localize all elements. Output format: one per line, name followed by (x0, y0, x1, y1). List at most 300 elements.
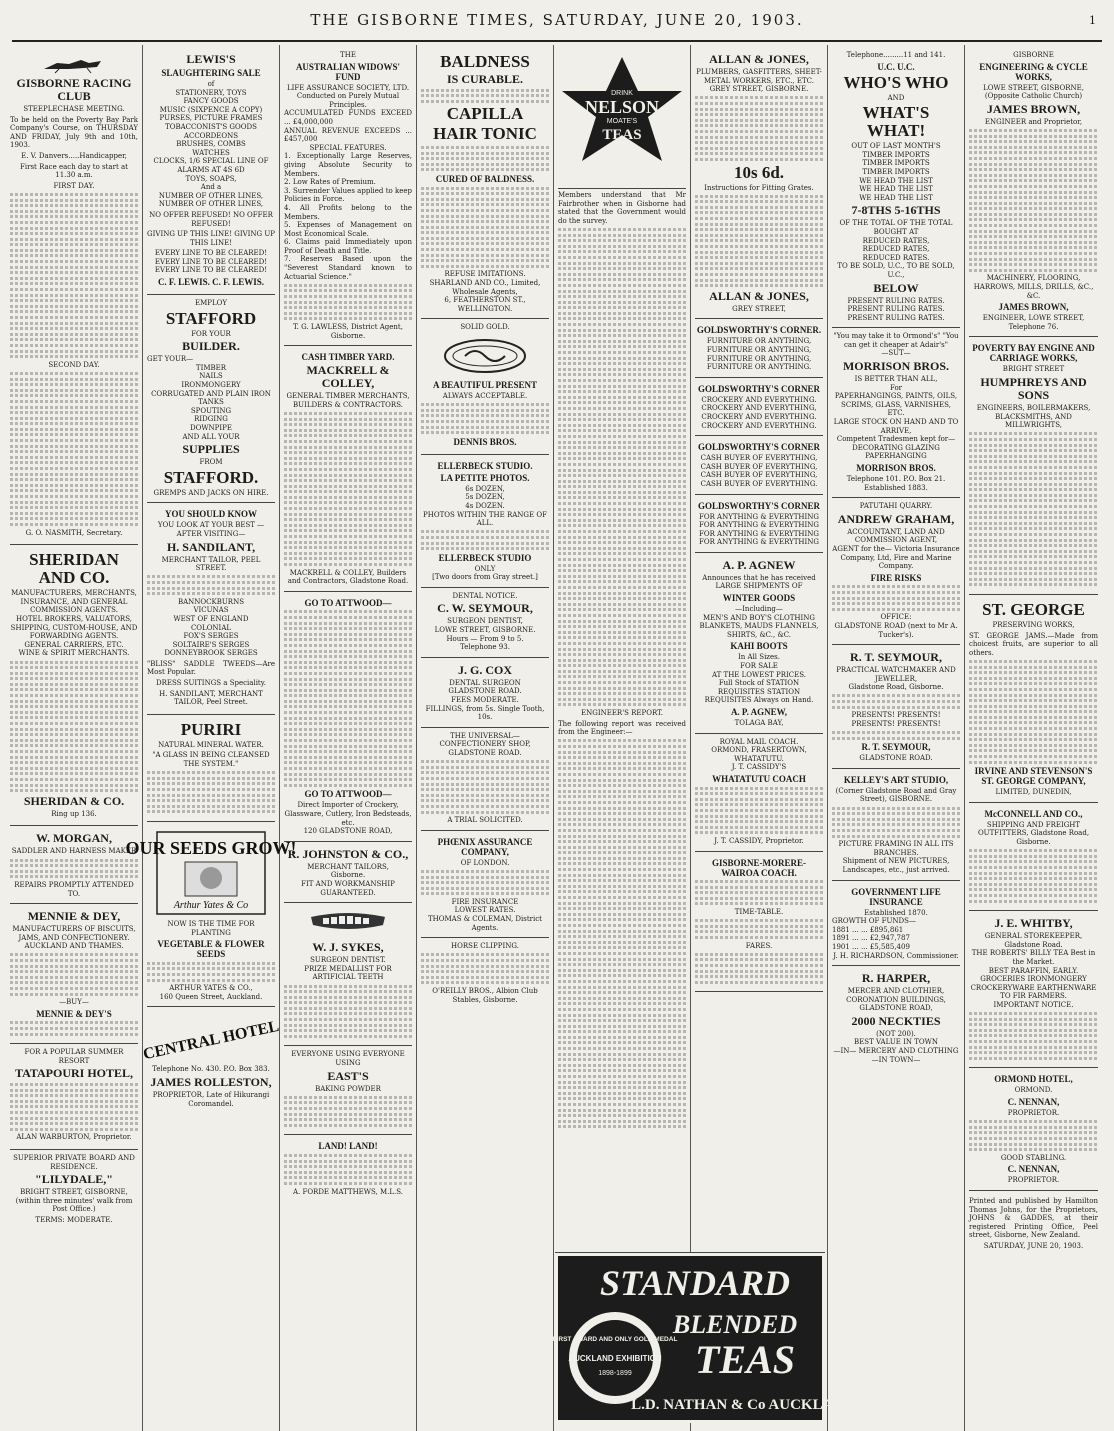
goldsworthy-ad-1 (695, 319, 823, 377)
ormond-sub: ORMOND. (1014, 1086, 1053, 1095)
agnew-title: A. P. AGNEW (722, 557, 796, 572)
rt-seymour-sub: PRACTICAL WATCHMAKER AND JEWELLER, (836, 666, 956, 683)
morrison-sut: —SUT— (881, 349, 911, 358)
morgan-ad (10, 826, 138, 904)
column-5 (554, 45, 691, 1431)
poverty-title: POVERTY BAY ENGINE AND CARRIAGE WORKS, (972, 343, 1095, 364)
nennan-title-2: C. NENNAN, (1007, 1164, 1060, 1175)
sandilant-know: YOU SHOULD KNOW (164, 509, 257, 520)
ellerbeck-only: ONLY (474, 564, 496, 573)
phoenix-lowest: LOWEST RATES. (454, 906, 516, 915)
tatapouri-sub: FOR A POPULAR SUMMER RESORT (24, 1048, 124, 1065)
land-title: LAND! LAND! (318, 1141, 378, 1152)
goldsworthy-title-3: GOLDSWORTHY'S CORNER (698, 442, 820, 453)
agnew-kahi-sub: In All Sizes. (738, 653, 780, 662)
widows-title: AUSTRALIAN WIDOWS' FUND (295, 61, 401, 82)
brown-lowe: LOWE STREET, GISBORNE, (Opposite Catholic Church) (983, 83, 1084, 101)
column-7 (828, 45, 965, 1431)
reduced-2: REDUCED RATES. (862, 253, 930, 262)
rolleston-title: JAMES ROLLESTON, (150, 1074, 272, 1089)
govt-life-ad (832, 881, 960, 967)
ruling-2: PRESENT RULING RATES. (847, 313, 945, 322)
east-top: EVERYONE USING EVERYONE USING (291, 1050, 405, 1068)
seymour-sub: SURGEON DENTIST, (447, 617, 523, 626)
puriri-sub: NATURAL MINERAL WATER. (158, 740, 264, 749)
agnew-kahi: KAHI BOOTS (730, 641, 788, 652)
nelson-line-1: DRINK (611, 90, 633, 97)
sheridan-sig: SHERIDAN & CO. (23, 793, 125, 808)
confect-trial: A TRIAL SOLICITED. (447, 816, 523, 825)
whos-fractions: 7-8THS 5-16THS (851, 203, 941, 218)
agnew-items: MEN'S AND BOY'S CLOTHING BLANKETS, MAUDS FLANNELS, SHIRTS, &C., &C. (699, 613, 819, 639)
reduced-0: REDUCED RATES, (862, 236, 930, 245)
brown-eng: ENGINEERING & CYCLE WORKS, (979, 61, 1088, 82)
capilla-cured: CURED OF BALDNESS. (435, 173, 535, 184)
racing-club-ad (10, 47, 138, 545)
lewis-of: of (207, 80, 215, 88)
attwood-head-2: GO TO ATTWOOD— (304, 789, 392, 800)
lewis-item-8: CLOCKS, 1/6 SPECIAL LINE OF ALARMS AT 4S 6D (153, 157, 269, 174)
lewis-and-a: And a (200, 183, 222, 192)
morrison-stock: LARGE STOCK ON HAND AND TO ARRIVE, (833, 418, 959, 435)
govt-sub: Established 1870. (864, 908, 928, 917)
mennie-buy: —BUY— (59, 998, 89, 1007)
graham-office-addr: GLADSTONE ROAD (next to Mr A. Tucker's). (834, 621, 958, 639)
whos-uc: U.C. U.C. (877, 61, 915, 72)
stafford-supplies: SUPPLIES (182, 442, 240, 457)
ellerbeck-range: PHOTOS WITHIN THE RANGE OF ALL. (423, 510, 547, 528)
mennie-ad (10, 904, 138, 1044)
dennis-title: DENNIS BROS. (453, 436, 517, 447)
anything-2: FOR ANYTHING & EVERYTHING (698, 529, 820, 538)
sandilant-sub: MERCHANT TAILOR, PEEL STREET. (161, 555, 261, 573)
confect-addr: GLADSTONE ROAD. (448, 749, 522, 757)
sheridan-ad (10, 545, 138, 826)
tatapouri-title: TATAPOURI HOTEL, (14, 1066, 133, 1081)
widows-feature-2: 3. Surrender Values applied to keep Policies in Force. (284, 186, 412, 204)
harper-neckties: 2000 NECKTIES (851, 1013, 941, 1028)
stgeorge-title: ST. GEORGE (982, 599, 1085, 619)
sykes-title: W. J. SYKES, (312, 940, 384, 955)
engineer-text: The following report was received from the Engineer:— (558, 719, 686, 737)
sandilant-title: H. SANDILANT, (166, 539, 256, 554)
secretary: G. O. NASMITH, Secretary. (25, 528, 123, 537)
column-2 (125, 45, 297, 1431)
standard-exhib: AUCKLAND EXHIBITION (568, 1354, 662, 1363)
capilla-sharland-addr: 6, FEATHERSTON ST., WELLINGTON. (444, 296, 526, 313)
coach-cassidy: J. T. CASSIDY, Proprietor. (714, 836, 804, 845)
stafford-material-1: NAILS (199, 372, 223, 381)
capilla-sharland: SHARLAND AND CO., Limited, Wholesale Agents, (429, 279, 541, 296)
council-report: Members understand that Mr Fairbrother when in Gisborne had stated that the Government would do the survey. (558, 191, 686, 225)
rt-seymour-title: R. T. SEYMOUR, (850, 650, 942, 665)
ellerbeck-price-2: 4s DOZEN. (465, 501, 505, 510)
agnew-goods: WINTER GOODS (722, 593, 796, 604)
sandilant-item-5: SOLTAIRE'S SERGES (172, 640, 250, 649)
reduced-1: REDUCED RATES, (862, 245, 930, 254)
lewis-item-0: STATIONERY, TOYS (175, 88, 247, 97)
lilydale-terms: TERMS: MODERATE. (35, 1215, 113, 1224)
morrison-tel: Telephone 101. P.O. Box 21. (846, 475, 946, 483)
cox-ad (421, 658, 549, 728)
furniture-0: FURNITURE OR ANYTHING, (706, 337, 812, 346)
lewis-item-4: TOBACCONIST'S GOODS (165, 122, 257, 131)
brown-sub: ENGINEER and Proprietor, (984, 117, 1083, 126)
rolleston-sub: PROPRIETOR, Late of Hikurangi Coromandel. (152, 1090, 270, 1108)
stafford-material-7: DOWNPIPE (190, 424, 232, 432)
widows-life: LIFE ASSURANCE SOCIETY, LTD. (286, 83, 410, 92)
lewis-no-offer: NO OFFER REFUSED! NO OFFER REFUSED! (149, 210, 273, 228)
columns (6, 45, 1108, 1431)
page-number: 1 (1089, 14, 1096, 27)
morgan-title: W. MORGAN, (36, 831, 112, 846)
harper-value: BEST VALUE IN TOWN (854, 1038, 938, 1047)
stafford-grebs: GREMPS AND JACKS ON HIRE. (153, 488, 269, 497)
crockery-0: CROCKERY AND EVERYTHING. (701, 395, 817, 404)
standard-line-3: TEAS (694, 1337, 796, 1382)
sheridan-line-1: SHIPPING, CUSTOM-HOUSE, AND FORWARDING AGENTS. (10, 623, 138, 641)
widows-feature-5: 6. Claims paid Immediately upon Proof of Death and Title. (284, 238, 412, 255)
star-logo (558, 55, 686, 179)
allan-price: 10s 6d. (733, 162, 785, 182)
graham-ad (832, 498, 960, 645)
puriri-title: PURIRI (180, 719, 242, 739)
teeth-icon (284, 911, 412, 937)
stafford-material-0: TIMBER (195, 363, 227, 372)
coach-ad (695, 734, 823, 852)
widows-feature-6: 7. Reserves Based upon the "Severest Standard known to Actuarial Science." (284, 255, 412, 281)
johnston-sub: MERCHANT TAILORS, (307, 862, 389, 871)
brown-sig-sub: ENGINEER, LOWE STREET, Telephone 76. (982, 314, 1085, 331)
rt-seymour-presents: PRESENTS! PRESENTS! PRESENTS! PRESENTS! (851, 711, 941, 728)
sandilant-item-3: COLONIAL (190, 623, 232, 632)
anything-3: FOR ANYTHING & EVERYTHING (698, 538, 820, 547)
humphreys-sub: ENGINEERS, BOILERMAKERS, BLACKSMITHS, AND MILLWRIGHTS, (976, 403, 1091, 430)
stafford-employ: EMPLOY (195, 299, 227, 308)
standard-teas-ad (552, 1252, 859, 1423)
morrison-sub: IS BETTER THAN ALL, (854, 375, 938, 384)
standard-teas-graphic (552, 1253, 859, 1423)
anything-1: FOR ANYTHING & EVERYTHING (698, 521, 820, 530)
masthead-title: THE GISBORNE TIMES, SATURDAY, JUNE 20, 1903. (310, 11, 804, 29)
agnew-ad (695, 553, 823, 734)
nelson-teas: TEAS (602, 127, 642, 143)
sandilant-item-4: FOX'S SERGES (183, 632, 239, 641)
cash-buyer-0: CASH BUYER OF EVERYTHING, (700, 454, 818, 463)
rt-seymour-sig-sub: GLADSTONE ROAD. (859, 754, 933, 763)
allan-sub: PLUMBERS, GASFITTERS, SHEET-METAL WORKERS, ETC., ETC. (696, 68, 822, 85)
agnew-sig-sub: TOLAGA BAY, (734, 719, 784, 727)
lewis-sig: C. F. LEWIS. C. F. LEWIS. (157, 277, 265, 288)
nennan-title: C. NENNAN, (1007, 1097, 1060, 1107)
east-ad (284, 1046, 412, 1135)
lewis-item-2: MUSIC (SIXPENCE A COPY) (159, 105, 263, 114)
graham-sub: ACCOUNTANT, LAND AND COMMISSION AGENT, (847, 527, 945, 545)
puriri-ad (147, 715, 275, 822)
lewis-item-7: WATCHES (192, 148, 230, 157)
widows-conducted: Conducted on Purely Mutual Principles. (296, 92, 400, 109)
widows-fund-ad (284, 47, 412, 346)
harper-value-sub: —IN— MERCERY AND CLOTHING —IN TOWN— (833, 1047, 959, 1064)
mennie-sig: MENNIE & DEY'S (36, 1008, 112, 1019)
capilla-ad (421, 47, 549, 319)
stafford-from: FROM (199, 458, 223, 467)
stafford-material-3: CORRUGATED AND PLAIN IRON (151, 389, 271, 398)
lewis-item-5: ACCORDEONS (183, 131, 239, 140)
capilla-refuse: REFUSE IMITATIONS. (444, 270, 526, 279)
morgan-sub: SADDLER AND HARNESS MAKER (11, 847, 137, 856)
kelley-ad (832, 769, 960, 881)
agnew-lowest: AT THE LOWEST PRICES. (711, 670, 807, 679)
sheridan-line-3: WINE & SPIRIT MERCHANTS. (18, 649, 130, 658)
hobbs-sig: O'REILLY BROS., Albion Club Stables, Gisborne. (432, 987, 538, 1004)
confect-title: THE UNIVERSAL— CONFECTIONERY SHOP, (439, 731, 531, 749)
whitby-tea: THE ROBERTS' BILLY TEA Best in the Market. (971, 949, 1096, 966)
kelley-framing-sub: Shipment of NEW PICTURES, Landscapes, etc., just arrived. (842, 857, 950, 874)
goldsworthy-title-2: GOLDSWORTHY'S CORNER (698, 383, 820, 394)
furniture-3: FURNITURE OR ANYTHING. (706, 363, 812, 372)
mackrell-sub: GENERAL TIMBER MERCHANTS, BUILDERS & CONTRACTORS. (286, 392, 410, 409)
stgeorge-jams: ST. GEORGE JAMS.—Made from choicest fruits, are superior to all others. (969, 631, 1098, 657)
tatapouri-ad (10, 1044, 138, 1150)
widows-agent: T. G. LAWLESS, District Agent, Gisborne. (293, 323, 403, 340)
morere-coach-ad (695, 852, 823, 993)
ellerbeck-petite: LA PETITE PHOTOS. (440, 472, 530, 483)
attwood-ad (284, 592, 412, 842)
ellerbeck-title: ELLERBECK STUDIO. (437, 460, 533, 471)
coach-name: WHATATUTU COACH (712, 773, 806, 784)
allan-instr: Instructions for Fitting Grates. (704, 183, 814, 192)
lilydale-title: "LILYDALE," (35, 1172, 113, 1187)
cash-buyer-1: CASH BUYER OF EVERYTHING, (700, 462, 818, 471)
morrison-est: Established 1883. (864, 483, 928, 492)
whitby-bread: BEST PARAFFIN, EARLY. (988, 966, 1079, 975)
lilydale-ad (10, 1150, 138, 1230)
graham-agent: AGENT for the— Victoria Insurance Company, Ltd, Fire and Marine Company. (832, 544, 960, 571)
sheridan-line-2: GENERAL CARRIERS, ETC. (24, 640, 124, 649)
agnew-for-sale: FOR SALE (740, 662, 778, 671)
mcconnell-sub: SHIPPING AND FREIGHT OUTFITTERS, Gladstone Road, Gisborne. (977, 820, 1090, 846)
ellerbeck-title-2: ELLERBECK STUDIO (438, 552, 532, 563)
kelley-title: KELLEY'S ART STUDIO, (843, 774, 949, 785)
sheridan-line-0: HOTEL BROKERS, VALUATORS, (16, 614, 132, 623)
seeds-now: NOW IS THE TIME FOR PLANTING (167, 919, 255, 937)
graham-office: OFFICE: (880, 613, 912, 622)
first-race: First Race each day to start at 11.30 a.m. (20, 162, 128, 180)
morrison-ad (832, 328, 960, 498)
widows-feature-3: 4. All Profits belong to the Members. (284, 203, 412, 221)
mcconnell-title: McCONNELL AND CO., (984, 808, 1083, 819)
poverty-st: BRIGHT STREET (1002, 365, 1065, 374)
sandilant-item-1: VICUNAS (193, 606, 229, 615)
cox-title: J. G. COX (458, 662, 512, 677)
club-name: GISBORNE RACING CLUB (16, 76, 132, 103)
morrison-for: For (889, 383, 903, 392)
sykes-ad (284, 903, 412, 1046)
coach-sub: ORMOND, FRASERTOWN, WHATATUTU. (711, 746, 807, 763)
lewis-giving: GIVING UP THIS LINE! GIVING UP THIS LINE! (147, 230, 275, 247)
seymour-jeweller-ad (832, 645, 960, 769)
stafford-for: FOR YOUR (191, 329, 231, 338)
johnston-place: Gisborne. (330, 871, 366, 880)
race-list-2 (10, 372, 138, 526)
dental-notice: DENTAL NOTICE. (452, 591, 518, 600)
capilla-title: CAPILLA (446, 104, 524, 124)
stafford-title-2: STAFFORD. (163, 467, 259, 487)
stgeorge-sub: PRESERVING WORKS, (992, 620, 1075, 629)
seeds-title: OUR SEEDS GROW! (125, 837, 297, 858)
land-ad (284, 1135, 412, 1201)
attwood-addr: 120 GLADSTONE ROAD, (303, 827, 393, 836)
attwood-head: GO TO ATTWOOD— (304, 597, 392, 608)
second-day-heading: SECOND DAY. (48, 360, 100, 369)
sandilant-item-0: BANNOCKBURNS (177, 597, 244, 606)
hobbs-title: HORSE CLIPPING. (451, 942, 519, 951)
morrison-title: MORRISON BROS. (842, 359, 949, 374)
stafford-builder: BUILDER. (182, 339, 240, 354)
phoenix-agents: THOMAS & COLEMAN, District Agents. (428, 915, 542, 932)
central-hotel-ad (141, 1007, 281, 1115)
morrison-sig: MORRISON BROS. (856, 463, 936, 473)
whos-sold: TO BE SOLD, U.C., TO BE SOLD, U.C., (837, 262, 955, 279)
lilydale-sub: SUPERIOR PRIVATE BOARD AND RESIDENCE. (13, 1153, 135, 1171)
growth-row-1: 1891 ... ... £2,947,787 (832, 934, 910, 943)
lewis-sub: SLAUGHTERING SALE (161, 68, 261, 78)
harper-ad (832, 966, 960, 1069)
lilydale-addr: BRIGHT STREET, GISBORNE, (within three minutes' walk from Post Office.) (15, 1188, 133, 1214)
sandilant-sig: H. SANDILANT, MERCHANT TAILOR, Peel Street. (159, 689, 263, 707)
whos-who-ad (832, 47, 960, 328)
sheridan-sub: MANUFACTURERS, MERCHANTS, INSURANCE, AND GENERAL COMMISSION AGENTS. (11, 589, 137, 615)
standard-award: FIRST AWARD AND ONLY GOLD MEDAL (552, 1336, 678, 1343)
stafford-material-5: SPOUTING (190, 406, 232, 415)
lewis-ad (147, 47, 275, 295)
crockery-2: CROCKERY AND EVERYTHING. (701, 412, 817, 421)
morere-fares: FARES. (745, 941, 773, 950)
coach-prop: J. T. CASSIDY'S (731, 763, 787, 772)
harper-title: R. HARPER, (861, 971, 931, 986)
morgan-repairs: REPAIRS PROMPTLY ATTENDED TO. (14, 880, 134, 898)
lewis-item-1: FANCY GOODS (183, 97, 239, 106)
puriri-quote: "A GLASS IN BEING CLEANSED THE SYSTEM." (152, 751, 270, 769)
head-2: WE HEAD THE LIST (859, 193, 933, 202)
irvine-title: IRVINE AND STEVENSON'S ST. GEORGE COMPANY, (974, 766, 1093, 787)
imprint-date: SATURDAY, JUNE 20, 1903. (983, 1241, 1084, 1250)
crockery-1: CROCKERY AND EVERYTHING, (701, 404, 817, 413)
widows-feature-0: 1. Exceptionally Large Reserves, giving Absolute Security to Members. (284, 152, 412, 178)
ellerbeck-door: [Two doors from Gray street.] (432, 573, 538, 582)
baldness-sub: IS CURABLE. (446, 72, 524, 86)
column-4 (417, 45, 554, 1431)
rt-seymour-addr: Gladstone Road, Gisborne. (848, 683, 944, 692)
seymour-addr: LOWE STREET, GISBORNE. (434, 626, 536, 635)
rt-seymour-sig: R. T. SEYMOUR, (861, 742, 931, 753)
dennis-ad (421, 319, 549, 454)
brooch-icon (421, 336, 549, 376)
standard-line-2: BLENDED (672, 1310, 798, 1339)
ormond-title: ORMOND HOTEL, (994, 1074, 1073, 1085)
seeds-ad (125, 822, 297, 1007)
irvine-sub: LIMITED, DUNEDIN, (995, 788, 1072, 797)
seeds-sig: ARTHUR YATES & CO., (169, 984, 253, 993)
lewis-item-9: TOYS, SOAPS, (185, 174, 237, 183)
mackrell-sig: MACKRELL & COLLEY, Builders and Contractors, Gladstone Road. (287, 568, 409, 586)
ellerbeck-price-0: 6s DOZEN, (465, 484, 505, 493)
coach-title: ROYAL MAIL COACH. (719, 737, 799, 746)
handicapper: E. V. Danvers.....Handicapper, (21, 151, 127, 160)
cash-buyer-3: CASH BUYER OF EVERYTHING. (700, 479, 818, 488)
brown-sig: JAMES BROWN, (998, 302, 1069, 313)
meeting-title: STEEPLECHASE MEETING. (23, 105, 125, 113)
standard-maker: L.D. NATHAN & Co AUCKLAND. (631, 1397, 859, 1413)
humphreys-ad (969, 337, 1098, 595)
column-8 (965, 45, 1102, 1431)
sandilant-item-2: WEST OF ENGLAND (173, 614, 249, 623)
whos-title: WHO'S WHO (843, 72, 949, 92)
seeds-addr: 160 Queen Street, Auckland. (159, 992, 263, 1001)
sandilant-ad (147, 503, 275, 714)
whitby-groceries: GROCERIES IRONMONGERY CROCKERYWARE EARTHENWARE (970, 975, 1097, 992)
patutahi: PATUTAHI QUARRY. (859, 502, 933, 511)
widows-fund-1: ACCUMULATED FUNDS EXCEED ... £4,000,000 (284, 109, 412, 126)
goldsworthy-title-4: GOLDSWORTHY'S CORNER (698, 500, 820, 511)
lewis-number: NUMBER OF OTHER LINES, NUMBER OF OTHER LINES, (158, 191, 264, 209)
whos-telephone: Telephone.........11 and 141. (846, 51, 946, 59)
morere-timetable: TIME-TABLE. (734, 908, 784, 917)
first-day-heading: FIRST DAY. (53, 181, 95, 190)
morrison-quote: "You may take it to Ormond's" "You can get it cheaper at Adair's" (833, 332, 959, 349)
whitby-sub: GENERAL STOREKEEPER, Gladstone Road. (984, 932, 1083, 949)
east-title: EAST'S (327, 1068, 369, 1083)
whos-and: AND (887, 93, 905, 102)
agnew-sub: Announces that he has received LARGE SHIPMENTS OF (702, 573, 816, 591)
johnston-fit: FIT AND WORKMANSHIP GUARANTEED. (301, 879, 395, 897)
head-0: WE HEAD THE LIST (859, 176, 933, 185)
harper-sub: MERCER AND CLOTHIER, CORONATION BUILDINGS, GLADSTONE ROAD, (846, 987, 946, 1013)
agnew-incl: —Including— (735, 605, 783, 614)
whitby-farmers: TO FIR FARMERS. (1000, 992, 1067, 1001)
nelson-name: NELSON (584, 97, 660, 117)
whos-total: OF THE TOTAL OF THE TOTAL (839, 219, 953, 228)
mackrell-cash: CASH TIMBER YARD. (301, 352, 395, 363)
brown-machinery: MACHINERY, FLOORING, HARROWS, MILLS, DRILLS, &C., &C. (973, 274, 1094, 300)
central-hotel-title: CENTRAL HOTEL (141, 1018, 281, 1064)
brown-title: JAMES BROWN, (986, 101, 1081, 116)
seymour-dental-ad (421, 588, 549, 658)
column-3 (280, 45, 417, 1431)
article-text-2 (558, 739, 686, 1128)
cox-addr: GLADSTONE ROAD. (448, 687, 522, 696)
whos-below: BELOW (873, 280, 919, 295)
morrison-items: PAPERHANGINGS, PAINTS, OILS, SCRIMS, GLASS, VARNISHES, ETC. (834, 392, 958, 418)
whos-bought: BOUGHT AT (873, 227, 919, 236)
stafford-material-6: RIDGING (194, 415, 228, 424)
allan-sig-sub: GREY STREET, (732, 304, 786, 313)
kelley-framing: PICTURE FRAMING IN ALL ITS BRANCHES. (838, 840, 954, 857)
sykes-prize: PRIZE MEDALLIST FOR ARTIFICIAL TEETH (304, 964, 392, 982)
dennis-solid: SOLID GOLD. (460, 323, 510, 332)
sheridan-title: SHERIDAN AND CO. (29, 550, 119, 588)
dennis-gift-sub: ALWAYS ACCEPTABLE. (442, 392, 528, 400)
allan-sig: ALLAN & JONES, (709, 288, 809, 303)
stafford-material-2: IRONMONGERY (181, 381, 241, 390)
st-george-ad (969, 595, 1098, 803)
imprint-text: Printed and published by Hamilton Thomas Johns, for the Proprietors, JOHNS & GADDES, at their registered Printing Office, Peel street, Gisborne, New Zealand. (969, 1196, 1098, 1240)
morere-title: GISBORNE-MORERE-WAIROA COACH. (711, 857, 806, 878)
horse-icon (10, 55, 138, 73)
sheridan-ring: Ring up 136. (51, 809, 97, 818)
whitby-important: IMPORTANT NOTICE. (993, 1000, 1074, 1009)
